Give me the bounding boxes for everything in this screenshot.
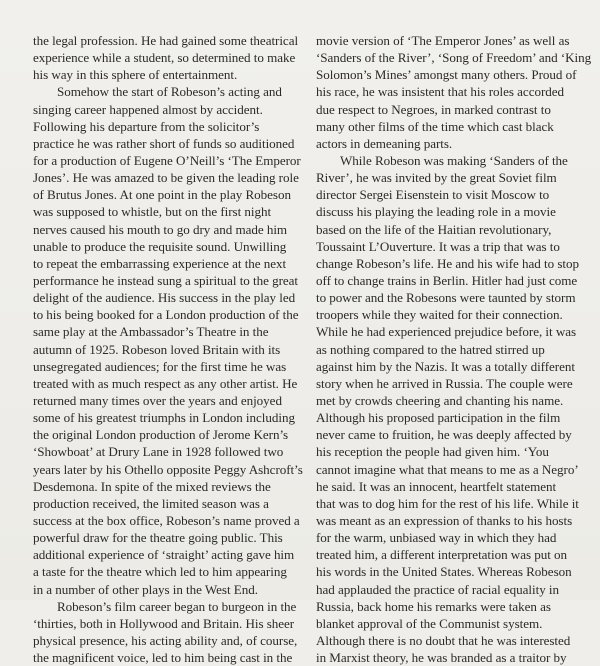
text-line: never came to fruition, he was deeply affected by: [316, 427, 572, 443]
text-line: the magnificent voice, led to him being cast in the: [33, 650, 293, 666]
text-line: ‘Showboat’ at Drury Lane in 1928 followed two: [33, 444, 284, 460]
text-line: discuss his playing the leading role in a movie: [316, 204, 556, 220]
text-line: his reception the people had given him. ‘You: [316, 444, 549, 460]
text-line: While he had experienced prejudice before, it was: [316, 324, 577, 340]
text-line: While Robeson was making ‘Sanders of the: [340, 152, 568, 168]
text-line: in a number of other plays in the West End.: [33, 581, 258, 597]
text-line: performance he instead sung a spiritual to the great: [33, 272, 298, 288]
text-line: Jones’. He was amazed to be given the leading role: [33, 170, 299, 186]
text-line: to repeat the embarrassing experience at the next: [33, 255, 287, 271]
text-line: blanket approval of the Communist system.: [316, 615, 543, 631]
text-line: success at the box office, Robeson’s name proved a: [33, 512, 300, 528]
text-line: for a production of Eugene O’Neill’s ‘The Emperor: [33, 152, 301, 168]
text-line: Although there is no doubt that he was interested: [316, 632, 571, 648]
text-line: Somehow the start of Robeson’s acting and: [57, 84, 282, 100]
text-line: a taste for the theatre which led to him appearing: [33, 564, 287, 580]
text-line: delight of the audience. His success in the play led: [33, 290, 296, 306]
text-line: his race, he was insistent that his roles accorded: [316, 84, 565, 100]
text-line: ‘thirties, both in Hollywood and Britain. His sheer: [33, 615, 295, 631]
text-line: Although his proposed participation in the film: [316, 410, 561, 426]
text-line: treated him, a different interpretation was put on: [316, 547, 568, 563]
text-line: experience while a student, so determined to make: [33, 50, 296, 66]
text-line: cannot imagine what that means to me as a Negro’: [316, 461, 579, 477]
text-line: nerves caused his mouth to go dry and made him: [33, 221, 288, 237]
text-line: same play at the Ambassador’s Theatre in the: [33, 324, 269, 340]
text-line: based on the life of the Haitian revolutionary,: [316, 221, 552, 237]
text-line: the legal profession. He had gained some theatrical: [33, 33, 299, 48]
text-line: some of his greatest triumphs in London including: [33, 410, 295, 426]
text-line: was supposed to whistle, but on the first night: [33, 204, 272, 220]
text-line: actors in demeaning parts.: [316, 135, 453, 151]
text-line: his words in the United States. Whereas Robeson: [316, 564, 572, 580]
text-line: due respect to Negroes, in marked contrast to: [316, 101, 551, 117]
text-line: movie version of ‘The Emperor Jones’ as well as: [316, 33, 570, 48]
text-line: against him by the Nazis. It was a totally different: [316, 358, 575, 374]
text-line: physical presence, his acting ability and, of course,: [33, 632, 298, 648]
text-line: of Brutus Jones. At one point in the play Robeson: [33, 187, 291, 203]
text-line: in Marxist theory, he was branded as a traitor by: [316, 650, 567, 666]
text-line: unsegregated audiences; for the first time he was: [33, 358, 287, 374]
text-line: ‘Sanders of the River’, ‘Song of Freedom’ and ‘King: [316, 50, 592, 66]
text-line: his way in this sphere of entertainment.: [33, 67, 238, 83]
text-line: that was to dog him for the rest of his life. While it: [316, 495, 579, 511]
text-line: additional experience of ‘straight’ acting gave him: [33, 547, 295, 563]
text-line: many other films of the time which cast black: [316, 118, 554, 134]
text-line: production received, the limited season was a: [33, 495, 269, 511]
text-line: was meant as an expression of thanks to his hosts: [316, 512, 573, 528]
text-line: powerful draw for the theatre going public. This: [33, 530, 283, 546]
text-line: Following his departure from the solicitor’s: [33, 118, 260, 134]
text-line: story when he arrived in Russia. The couple were: [316, 375, 573, 391]
text-line: Russia, back home his remarks were taken as: [316, 598, 551, 614]
text-line: change Robeson’s life. He and his wife had to stop: [316, 255, 579, 271]
text-line: troopers while they waited for their connection.: [316, 307, 563, 323]
text-line: off to change trains in Berlin. Hitler had just come: [316, 272, 578, 288]
text-line: unable to produce the requisite sound. Unwilling: [33, 238, 287, 254]
text-line: had applauded the practice of racial equality in: [316, 581, 559, 597]
text-line: Desdemona. In spite of the mixed reviews the: [33, 478, 271, 494]
text-line: practice he was rather short of funds so auditioned: [33, 135, 295, 151]
text-line: Robeson’s film career began to burgeon in the: [57, 598, 297, 614]
text-line: Solomon’s Mines’ amongst many others. Proud of: [316, 67, 577, 83]
text-line: treated with as much respect as any other artist. He: [33, 375, 298, 391]
left-text-column: [33, 32, 301, 666]
text-line: to power and the Robesons were taunted by storm: [316, 290, 576, 306]
text-line: director Sergei Eisenstein to visit Moscow to: [316, 187, 550, 203]
text-line: autumn of 1925. Robeson loved Britain with its: [33, 341, 281, 357]
right-text-column: [316, 32, 592, 666]
text-line: singing career happened almost by accident.: [33, 101, 263, 117]
text-line: returned many times over the years and enjoyed: [33, 392, 282, 408]
text-line: for the warm, unbiased way in which they had: [316, 530, 557, 546]
text-line: to his being booked for a London production of the: [33, 307, 299, 323]
text-line: met by crowds cheering and chanting his name.: [316, 392, 564, 408]
text-line: River’, he was invited by the great Soviet film: [316, 170, 557, 186]
text-line: the original London production of Jerome Kern’s: [33, 427, 289, 443]
text-line: years later by his Othello opposite Peggy Ashcroft’s: [33, 461, 303, 477]
text-line: as nothing compared to the hatred stirred up: [316, 341, 545, 357]
text-line: Toussaint L’Ouverture. It was a trip that was to: [316, 238, 560, 254]
text-line: he said. It was an innocent, heartfelt statement: [316, 478, 557, 494]
